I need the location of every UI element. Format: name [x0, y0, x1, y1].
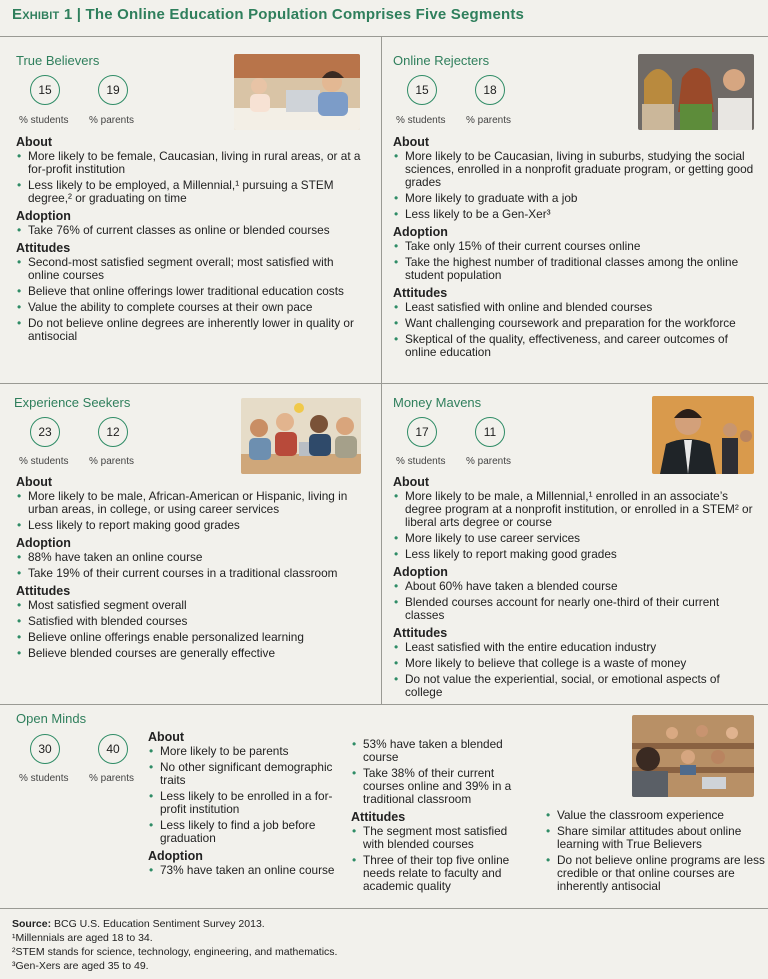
list-item: • The segment most satisfied with blended courses	[351, 825, 531, 851]
about-list	[393, 150, 759, 221]
list-item: • 88% have taken an online course	[16, 551, 368, 564]
segment-money-mavens	[382, 384, 768, 704]
list-item: • Skeptical of the quality, effectiveness, and career outcomes of online education	[393, 333, 759, 359]
adoption-heading: Adoption	[393, 565, 448, 579]
footnote: ³Gen-Xers are aged 35 to 49.	[12, 960, 149, 972]
list-item: • Value the classroom experience	[545, 809, 765, 822]
attitudes-heading: Attitudes	[16, 584, 71, 598]
list-item: • More likely to use career services	[393, 532, 759, 545]
list-item: • 53% have taken a blended course	[351, 738, 531, 764]
attitudes-list	[16, 599, 368, 660]
list-item: • Least satisfied with online and blended courses	[393, 301, 759, 314]
footnote: ¹Millennials are aged 18 to 34.	[12, 932, 153, 944]
photo-businessman	[652, 396, 754, 474]
list-item: • Do not believe online degrees are inherently lower in quality or antisocial	[16, 317, 368, 343]
list-item: • Want challenging coursework and preparation for the workforce	[393, 317, 759, 330]
list-item: • More likely to be male, a Millennial,¹ enrolled in an associate’s degree program at a nonprofit institution, or enrolled in a STEM² or liberal arts degree or course	[393, 490, 759, 529]
segment-true-believers	[0, 36, 381, 383]
parents-percent: 19	[98, 75, 128, 105]
attitudes-list	[351, 825, 531, 893]
about-list	[393, 490, 759, 561]
list-item: • Least satisfied with the entire education industry	[393, 641, 759, 654]
list-item: • Most satisfied segment overall	[16, 599, 368, 612]
students-label: % students	[19, 456, 69, 467]
businessman-icon	[652, 396, 754, 474]
about-heading: About	[16, 475, 53, 489]
attitudes-column	[545, 809, 765, 896]
about-section	[393, 134, 759, 362]
attitudes-list	[393, 641, 759, 699]
list-item: • Less likely to be enrolled in a for-profit institution	[148, 790, 338, 816]
students-percent: 17	[407, 417, 437, 447]
source-label: Source:	[12, 918, 52, 930]
list-item: • More likely to be Caucasian, living in suburbs, studying the social sciences, enrolled in a nonprofit graduate program, or getting good grades	[393, 150, 759, 189]
parents-label: % parents	[466, 456, 512, 467]
parents-label: % parents	[466, 115, 512, 126]
list-item: • Less likely to report making good grades	[16, 519, 368, 532]
students-percent: 23	[30, 417, 60, 447]
about-column	[148, 729, 338, 880]
list-item: • Take 38% of their current courses online and 39% in a traditional classroom	[351, 767, 531, 806]
parents-percent: 12	[98, 417, 128, 447]
adoption-column	[351, 738, 531, 896]
title-separator: |	[76, 6, 82, 23]
photo-students-classroom	[638, 54, 754, 130]
list-item: • Believe that online offerings lower traditional education costs	[16, 285, 368, 298]
about-heading: About	[16, 135, 53, 149]
students-percent: 30	[30, 734, 60, 764]
list-item: • Do not believe online programs are less credible or that online courses are inherently antisocial	[545, 854, 765, 893]
parents-label: % parents	[89, 773, 135, 784]
list-item: • About 60% have taken a blended course	[393, 580, 759, 593]
footnote: ²STEM stands for science, technology, engineering, and mathematics.	[12, 946, 338, 958]
list-item: • Believe online offerings enable personalized learning	[16, 631, 368, 644]
segment-open-minds	[0, 705, 768, 908]
family-laptop-icon	[234, 54, 360, 130]
divider-bottom	[0, 908, 768, 909]
segment-experience-seekers	[0, 384, 381, 704]
attitudes-heading: Attitudes	[393, 286, 448, 300]
about-heading: About	[393, 135, 430, 149]
segment-title: Open Minds	[16, 711, 87, 726]
about-heading: About	[393, 475, 430, 489]
adoption-heading: Adoption	[16, 209, 71, 223]
list-item: • More likely to believe that college is a waste of money	[393, 657, 759, 670]
attitudes-list	[393, 301, 759, 359]
list-item: • Less likely to be employed, a Millennial,¹ pursuing a STEM degree,² or graduating on time	[16, 179, 368, 205]
segment-title: Experience Seekers	[14, 395, 131, 410]
list-item: • 73% have taken an online course	[148, 864, 338, 877]
segment-title: True Believers	[16, 53, 100, 68]
list-item: • More likely to graduate with a job	[393, 192, 759, 205]
about-heading: About	[148, 730, 185, 744]
lecture-hall-icon	[632, 715, 754, 797]
parents-label: % parents	[89, 456, 135, 467]
list-item: • Take 76% of current classes as online or blended courses	[16, 224, 368, 237]
segment-title: Online Rejecters	[393, 53, 490, 68]
attitudes-heading: Attitudes	[393, 626, 448, 640]
source-text: BCG U.S. Education Sentiment Survey 2013.	[51, 918, 265, 930]
photo-family-laptop	[234, 54, 360, 130]
list-item: • No other significant demographic traits	[148, 761, 338, 787]
parents-percent: 40	[98, 734, 128, 764]
adoption-list	[393, 240, 759, 282]
attitudes-list	[16, 256, 368, 343]
students-label: % students	[19, 115, 69, 126]
list-item: • Second-most satisfied segment overall; most satisfied with online courses	[16, 256, 368, 282]
photo-group-laptop	[241, 398, 361, 474]
adoption-list	[16, 551, 368, 580]
parents-label: % parents	[89, 115, 135, 126]
adoption-heading: Adoption	[393, 225, 448, 239]
list-item: • Value the ability to complete courses at their own pace	[16, 301, 368, 314]
about-list	[148, 745, 338, 845]
adoption-heading: Adoption	[16, 536, 71, 550]
exhibit-title	[12, 6, 524, 23]
about-list	[16, 490, 368, 532]
about-list	[16, 150, 368, 205]
adoption-heading: Adoption	[148, 849, 203, 863]
segment-title: Money Mavens	[393, 395, 482, 410]
list-item: • Share similar attitudes about online learning with True Believers	[545, 825, 765, 851]
list-item: • Less likely to report making good grades	[393, 548, 759, 561]
exhibit-heading: The Online Education Population Comprises Five Segments	[85, 6, 525, 23]
students-label: % students	[396, 115, 446, 126]
students-classroom-icon	[638, 54, 754, 130]
about-section	[393, 474, 759, 702]
students-percent: 15	[30, 75, 60, 105]
adoption-list	[148, 864, 338, 877]
list-item: • Take the highest number of traditional classes among the online student population	[393, 256, 759, 282]
attitudes-heading: Attitudes	[16, 241, 71, 255]
attitudes-list-continued	[545, 809, 765, 893]
list-item: • Do not value the experiential, social, or emotional aspects of college	[393, 673, 759, 699]
adoption-list	[393, 580, 759, 622]
about-section	[16, 134, 368, 346]
parents-percent: 18	[475, 75, 505, 105]
list-item: • More likely to be parents	[148, 745, 338, 758]
students-label: % students	[19, 773, 69, 784]
list-item: • Take 19% of their current courses in a traditional classroom	[16, 567, 368, 580]
list-item: • Believe blended courses are generally effective	[16, 647, 368, 660]
list-item: • More likely to be female, Caucasian, living in rural areas, or at a for-profit institution	[16, 150, 368, 176]
students-label: % students	[396, 456, 446, 467]
list-item: • Satisfied with blended courses	[16, 615, 368, 628]
list-item: • Blended courses account for nearly one-third of their current classes	[393, 596, 759, 622]
list-item: • More likely to be male, African-American or Hispanic, living in urban areas, in college, or using career services	[16, 490, 368, 516]
list-item: • Less likely to be a Gen-Xer³	[393, 208, 759, 221]
list-item: • Less likely to find a job before graduation	[148, 819, 338, 845]
adoption-list-continued	[351, 738, 531, 806]
about-section	[16, 474, 368, 663]
source-line	[12, 917, 337, 931]
adoption-list	[16, 224, 368, 237]
exhibit-number: Exhibit 1	[12, 6, 73, 23]
segment-online-rejecters	[382, 36, 768, 383]
group-laptop-icon	[241, 398, 361, 474]
list-item: • Three of their top five online needs relate to faculty and academic quality	[351, 854, 531, 893]
list-item: • Take only 15% of their current courses online	[393, 240, 759, 253]
parents-percent: 11	[475, 417, 505, 447]
attitudes-heading: Attitudes	[351, 810, 406, 824]
photo-lecture-hall	[632, 715, 754, 797]
source-notes	[12, 917, 337, 973]
students-percent: 15	[407, 75, 437, 105]
